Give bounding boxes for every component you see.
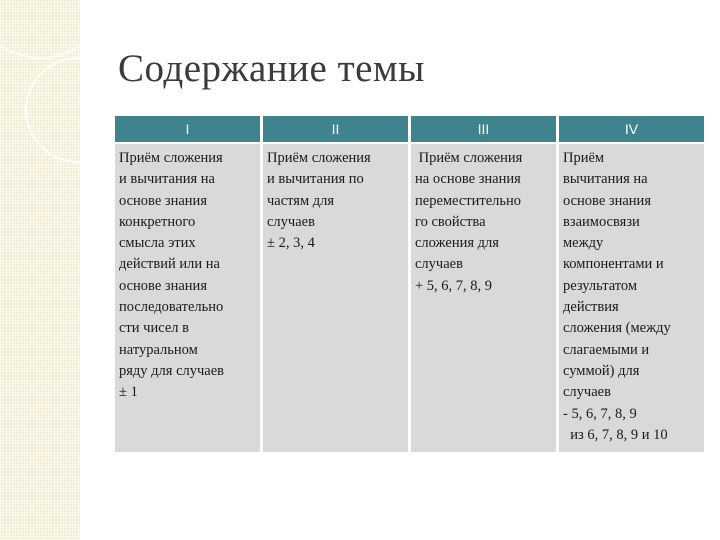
column-header-ii: II [263, 116, 408, 142]
table-header-row [115, 116, 704, 142]
table-cell-ii: Приём сложения и вычитания по частям для случаев ± 2, 3, 4 [263, 144, 408, 452]
column-header-iv: IV [559, 116, 704, 142]
table-row [115, 144, 704, 452]
table-cell-i: Приём сложения и вычитания на основе знания конкретного смысла этих действий или на основе знания последовательно сти чисел в натуральном ряду для случаев ± 1 [115, 144, 260, 452]
column-header-iii: III [411, 116, 556, 142]
content-table [112, 114, 707, 454]
decorative-circles-graphic [0, 0, 80, 540]
column-header-i: I [115, 116, 260, 142]
decorative-side-band [0, 0, 80, 540]
page-title: Содержание темы [118, 47, 425, 90]
table-cell-iii: Приём сложения на основе знания переместительно го свойства сложения для случаев + 5, 6, 7, 8, 9 [411, 144, 556, 452]
table-cell-iv: Приём вычитания на основе знания взаимосвязи между компонентами и результатом действия сложения (между слагаемыми и суммой) для случаев - 5, 6, 7, 8, 9 из 6, 7, 8, 9 и 10 [559, 144, 704, 452]
